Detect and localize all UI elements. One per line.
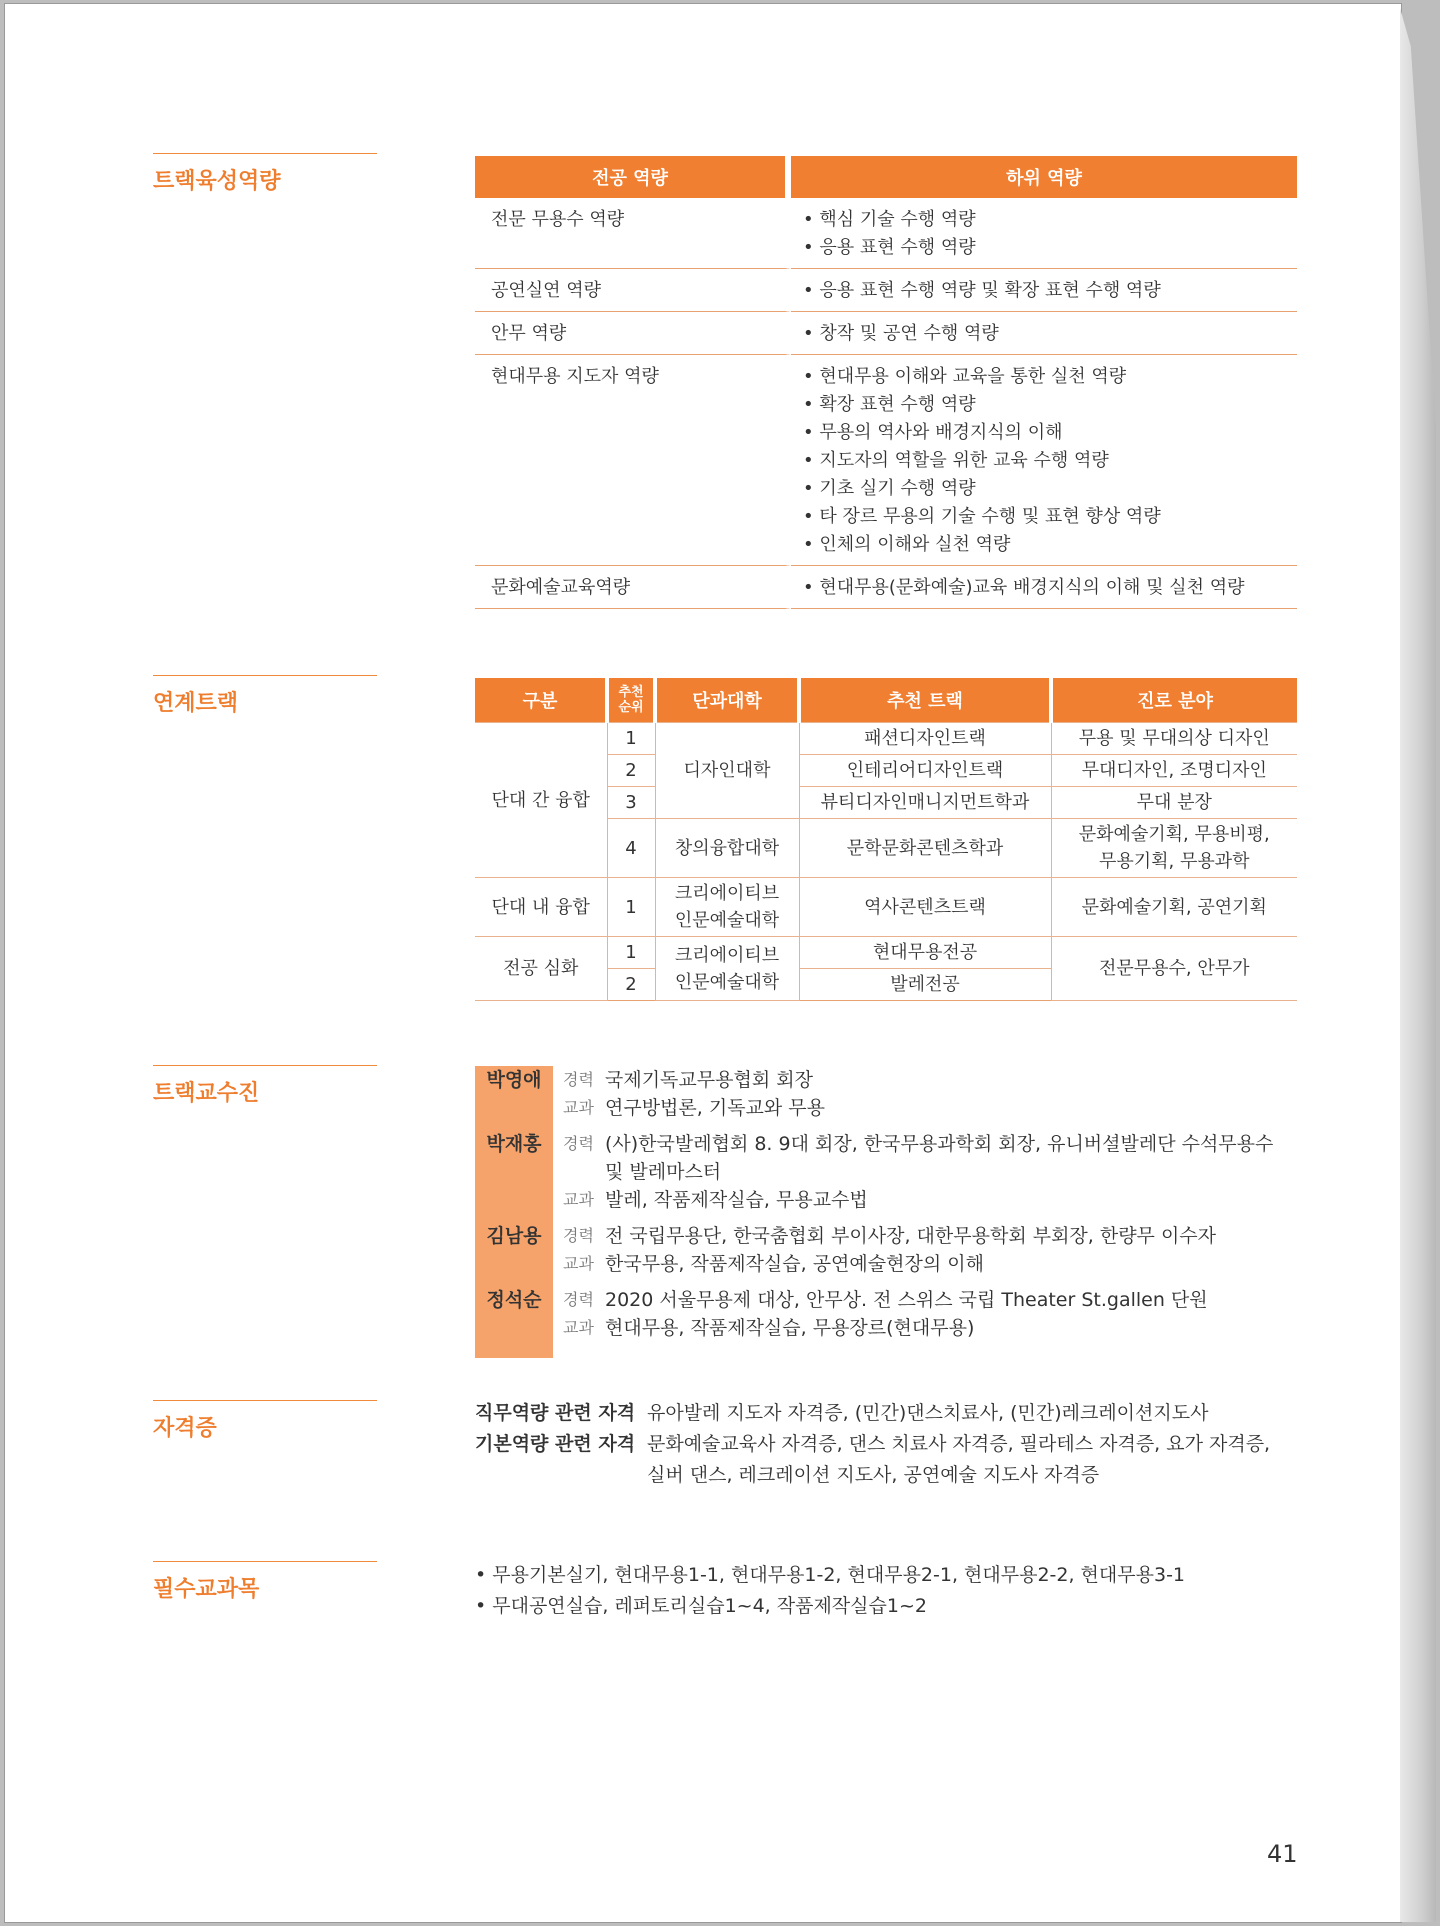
document-page — [4, 3, 1402, 1923]
career-cell: 전문무용수, 안무가 — [1051, 937, 1297, 1001]
sub-cell — [791, 566, 1297, 609]
sub-item: • 응용 표현 수행 역량 — [803, 237, 976, 258]
header-career: 진로 분야 — [1051, 678, 1297, 723]
cert-value: 유아발레 지도자 자격증, (민간)댄스치료사, (민간)레크레이션지도사 — [647, 1402, 1209, 1424]
faculty-name: 박영애 — [486, 1069, 542, 1091]
sub-cell — [791, 355, 1297, 566]
section-label-required: 필수교과목 — [153, 1561, 377, 1603]
table-row — [475, 198, 1297, 269]
major-cell: 전문 무용수 역량 — [475, 198, 791, 269]
cert-key: 직무역량 관련 자격 — [475, 1402, 636, 1424]
track-cell: 뷰티디자인매니지먼트학과 — [799, 787, 1051, 819]
courses-tag: 교과 — [563, 1254, 594, 1273]
sub-item: • 현대무용(문화예술)교육 배경지식의 이해 및 실천 역량 — [803, 577, 1245, 598]
track-cell: 역사콘텐츠트랙 — [799, 878, 1051, 937]
header-category: 구분 — [475, 678, 607, 723]
faculty-entry — [475, 1286, 1297, 1342]
header-track: 추천 트랙 — [799, 678, 1051, 723]
table-row — [475, 723, 1297, 755]
section-label-cert: 자격증 — [153, 1400, 377, 1442]
major-cell: 공연실연 역량 — [475, 269, 791, 312]
cert-row-job — [475, 1398, 1305, 1429]
faculty-name: 박재홍 — [486, 1133, 542, 1155]
rank-cell: 2 — [607, 755, 655, 787]
section-label-linked: 연계트랙 — [153, 675, 377, 717]
career-tag: 경력 — [563, 1290, 594, 1309]
track-cell: 패션디자인트랙 — [799, 723, 1051, 755]
courses-text: 현대무용, 작품제작실습, 무용장르(현대무용) — [605, 1317, 975, 1339]
sub-cell — [791, 269, 1297, 312]
major-cell: 문화예술교육역량 — [475, 566, 791, 609]
section-label-competency: 트랙육성역량 — [153, 153, 377, 195]
cert-list — [475, 1398, 1305, 1491]
courses-tag: 교과 — [563, 1318, 594, 1337]
list-item: • 무용기본실기, 현대무용1-1, 현대무용1-2, 현대무용2-1, 현대무용2-2, 현대무용3-1 — [475, 1564, 1186, 1586]
sub-item: • 타 장르 무용의 기술 수행 및 표현 향상 역량 — [803, 506, 1161, 527]
faculty-entry — [475, 1130, 1297, 1214]
track-cell: 문학문화콘텐츠학과 — [799, 819, 1051, 878]
career-text: 전 국립무용단, 한국춤협회 부이사장, 대한무용학회 부회장, 한량무 이수자 — [605, 1225, 1217, 1247]
career-cell: 문화예술기획, 공연기획 — [1051, 878, 1297, 937]
header-sub-competency: 하위 역량 — [791, 156, 1297, 198]
sub-cell — [791, 312, 1297, 355]
table-row — [475, 355, 1297, 566]
table-row — [475, 312, 1297, 355]
courses-tag: 교과 — [563, 1190, 594, 1209]
header-college: 단과대학 — [655, 678, 799, 723]
college-cell: 크리에이티브 인문예술대학 — [655, 937, 799, 1001]
college-cell: 크리에이티브 인문예술대학 — [655, 878, 799, 937]
rank-cell: 1 — [607, 723, 655, 755]
section-label-faculty: 트랙교수진 — [153, 1065, 377, 1107]
table-row — [475, 937, 1297, 969]
track-cell: 발레전공 — [799, 969, 1051, 1001]
linked-track-table — [475, 678, 1297, 1001]
cert-row-basic — [475, 1429, 1305, 1491]
career-tag: 경력 — [563, 1226, 594, 1245]
courses-text: 한국무용, 작품제작실습, 공연예술현장의 이해 — [605, 1253, 984, 1275]
rank-cell: 1 — [607, 937, 655, 969]
college-cell: 디자인대학 — [655, 723, 799, 819]
category-cell: 단대 간 융합 — [475, 723, 607, 878]
major-cell: 현대무용 지도자 역량 — [475, 355, 791, 566]
sub-cell — [791, 198, 1297, 269]
career-cell: 무대 분장 — [1051, 787, 1297, 819]
career-cell: 무용 및 무대의상 디자인 — [1051, 723, 1297, 755]
track-cell: 인테리어디자인트랙 — [799, 755, 1051, 787]
career-text: 2020 서울무용제 대상, 안무상. 전 스위스 국립 Theater St.gallen 단원 — [605, 1289, 1208, 1311]
sub-item: • 지도자의 역할을 위한 교육 수행 역량 — [803, 450, 1109, 471]
sub-item: • 응용 표현 수행 역량 및 확장 표현 수행 역량 — [803, 280, 1161, 301]
required-courses — [475, 1560, 1185, 1622]
cert-key: 기본역량 관련 자격 — [475, 1433, 636, 1455]
career-cell: 문화예술기획, 무용비평, 무용기획, 무용과학 — [1051, 819, 1297, 878]
category-cell: 전공 심화 — [475, 937, 607, 1001]
faculty-entry — [475, 1222, 1297, 1278]
career-tag: 경력 — [563, 1134, 594, 1153]
faculty-name: 정석순 — [486, 1289, 542, 1311]
header-rank: 추천 순위 — [607, 678, 655, 723]
rank-cell: 2 — [607, 969, 655, 1001]
sub-item: • 기초 실기 수행 역량 — [803, 478, 976, 499]
career-text: 국제기독교무용협회 회장 — [605, 1069, 813, 1091]
header-major-competency: 전공 역량 — [475, 156, 791, 198]
faculty-entry — [475, 1066, 1297, 1122]
page-number: 41 — [1267, 1840, 1298, 1868]
page-edge-shadow — [1400, 8, 1436, 1922]
career-tag: 경력 — [563, 1070, 594, 1089]
major-cell: 안무 역량 — [475, 312, 791, 355]
table-row — [475, 878, 1297, 937]
courses-text: 연구방법론, 기독교와 무용 — [605, 1097, 826, 1119]
track-cell: 현대무용전공 — [799, 937, 1051, 969]
sub-item: • 핵심 기술 수행 역량 — [803, 209, 976, 230]
sub-item: • 창작 및 공연 수행 역량 — [803, 323, 999, 344]
table-row — [475, 566, 1297, 609]
rank-cell: 3 — [607, 787, 655, 819]
rank-cell: 1 — [607, 878, 655, 937]
career-text: (사)한국발레협회 8. 9대 회장, 한국무용과학회 회장, 유니버셜발레단 수석무용수 및 발레마스터 — [605, 1133, 1274, 1183]
category-cell: 단대 내 융합 — [475, 878, 607, 937]
sub-item: • 확장 표현 수행 역량 — [803, 394, 976, 415]
rank-cell: 4 — [607, 819, 655, 878]
college-cell: 창의융합대학 — [655, 819, 799, 878]
courses-text: 발레, 작품제작실습, 무용교수법 — [605, 1189, 868, 1211]
career-cell: 무대디자인, 조명디자인 — [1051, 755, 1297, 787]
cert-value: 문화예술교육사 자격증, 댄스 치료사 자격증, 필라테스 자격증, 요가 자격증, 실버 댄스, 레크레이션 지도사, 공연예술 지도사 자격증 — [647, 1433, 1271, 1486]
table-row — [475, 269, 1297, 312]
faculty-name: 김남용 — [486, 1225, 542, 1247]
list-item: • 무대공연실습, 레퍼토리실습1~4, 작품제작실습1~2 — [475, 1595, 927, 1617]
competency-table — [475, 156, 1297, 609]
faculty-list — [475, 1066, 1297, 1344]
courses-tag: 교과 — [563, 1098, 594, 1117]
sub-item: • 인체의 이해와 실천 역량 — [803, 534, 1011, 555]
sub-item: • 무용의 역사와 배경지식의 이해 — [803, 422, 1063, 443]
sub-item: • 현대무용 이해와 교육을 통한 실천 역량 — [803, 366, 1127, 387]
